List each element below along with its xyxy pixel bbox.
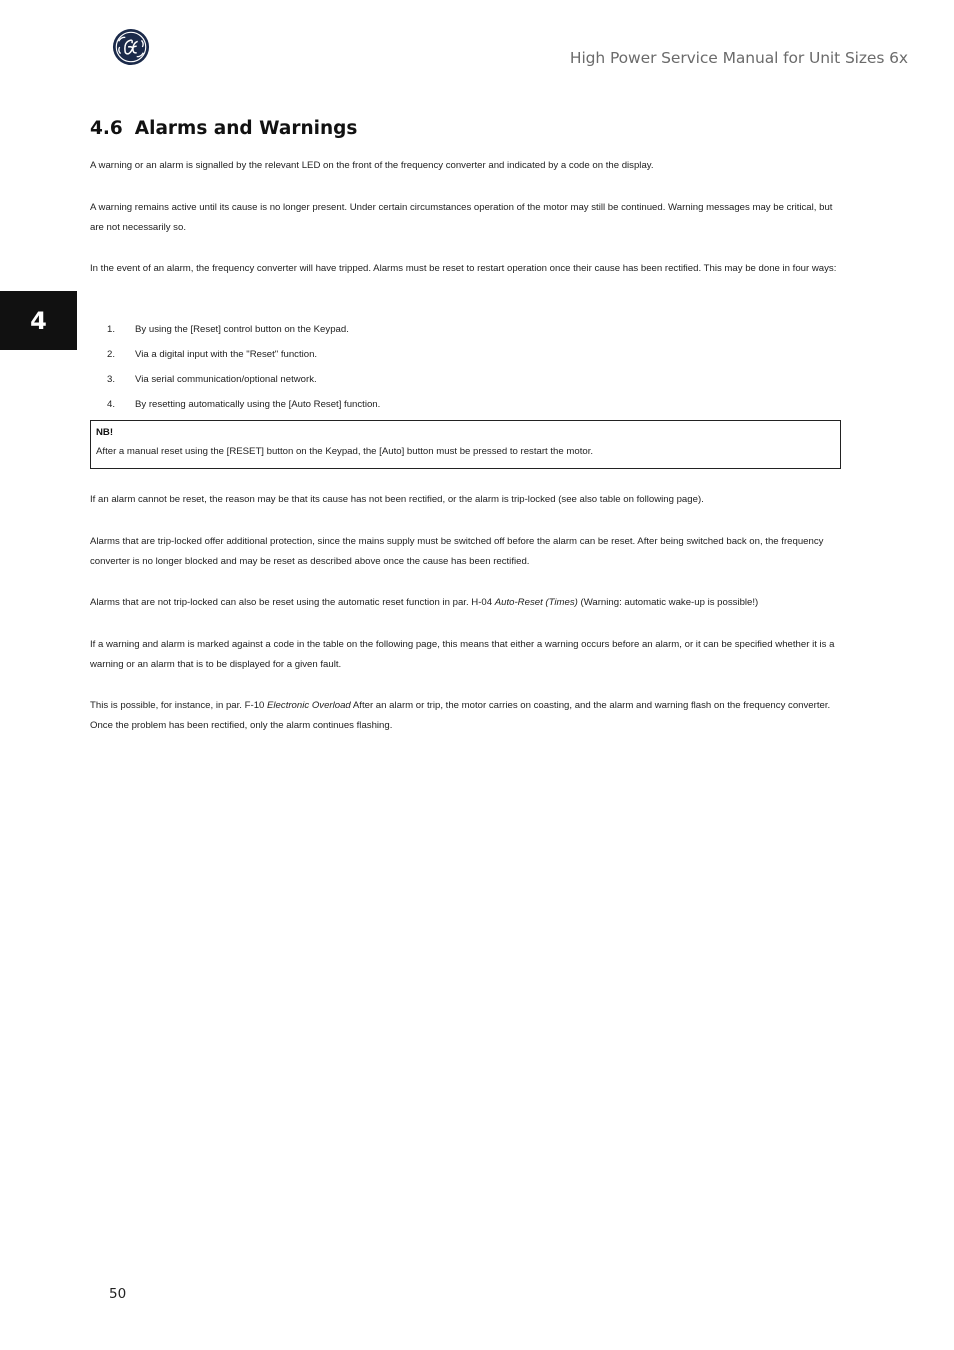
paragraph-trip-locked: Alarms that are trip-locked offer additional protection, since the mains supply must be switched off before the alarm can be reset. After being switched back on, the frequency converter is no longer blocked and may be reset as described above once the cause has been rectified.	[90, 536, 824, 567]
paragraph-cannot-reset: If an alarm cannot be reset, the reason may be that its cause has not been rectified, or the alarm is trip-locked (see also table on following page).	[90, 494, 704, 505]
paragraph-led-indication: A warning or an alarm is signalled by the relevant LED on the front of the frequency converter and indicated by a code on the display.	[90, 160, 654, 171]
running-header-title: High Power Service Manual for Unit Sizes 6x	[569, 49, 908, 67]
paragraph-alarm-reset: In the event of an alarm, the frequency converter will have tripped. Alarms must be reset to restart operation once their cause has been rectified. This may be done in four ways:	[90, 263, 837, 274]
list-number: 2.	[107, 349, 116, 360]
parameter-name: Electronic Overload	[267, 700, 351, 711]
list-item	[107, 323, 807, 337]
section-heading	[90, 118, 357, 139]
list-item	[107, 398, 807, 412]
parameter-name: Auto-Reset (Times)	[494, 597, 578, 608]
list-number: 4.	[107, 399, 116, 410]
chapter-tab	[0, 291, 77, 350]
list-number: 1.	[107, 324, 116, 335]
text-run: (Warning: automatic wake-up is possible!)	[577, 597, 759, 608]
note-text: After a manual reset using the [RESET] button on the Keypad, the [Auto] button must be pressed to restart the motor.	[96, 446, 594, 457]
list-item	[107, 373, 807, 387]
list-text: Via a digital input with the "Reset" function.	[135, 349, 318, 360]
paragraph-auto-reset	[90, 593, 842, 613]
note-label: NB!	[96, 427, 114, 438]
page-number: 50	[109, 1286, 127, 1302]
paragraph-warning-active: A warning remains active until its cause is no longer present. Under certain circumstances operation of the motor may still be continued. Warning messages may be critical, but are not necessarily so.	[90, 202, 833, 233]
paragraph-warning-and-alarm: If a warning and alarm is marked against a code in the table on the following page, this means that either a warning occurs before an alarm, or it can be specified whether it is a warning or an alarm that is to be displayed for a given fault.	[90, 639, 835, 670]
text-run: After an alarm or trip, the motor carries on coasting, and the alarm and warning flash on the frequency converter. Once the problem has been rectified, only the alarm continues flashing.	[90, 700, 831, 731]
ge-monogram-logo-icon	[112, 28, 150, 66]
note-box	[90, 420, 841, 469]
text-run: Alarms that are not trip-locked can also be reset using the automatic reset function in par. H-04	[90, 597, 495, 608]
text-run: This is possible, for instance, in par. F-10	[90, 700, 268, 711]
list-text: By resetting automatically using the [Auto Reset] function.	[135, 399, 381, 410]
section-number: 4.6	[90, 118, 123, 139]
list-text: Via serial communication/optional network.	[135, 374, 317, 385]
list-number: 3.	[107, 374, 116, 385]
chapter-number: 4	[30, 306, 47, 335]
list-text: By using the [Reset] control button on the Keypad.	[135, 324, 349, 335]
paragraph-electronic-overload	[90, 696, 842, 735]
section-title: Alarms and Warnings	[134, 118, 358, 139]
list-item	[107, 348, 807, 362]
